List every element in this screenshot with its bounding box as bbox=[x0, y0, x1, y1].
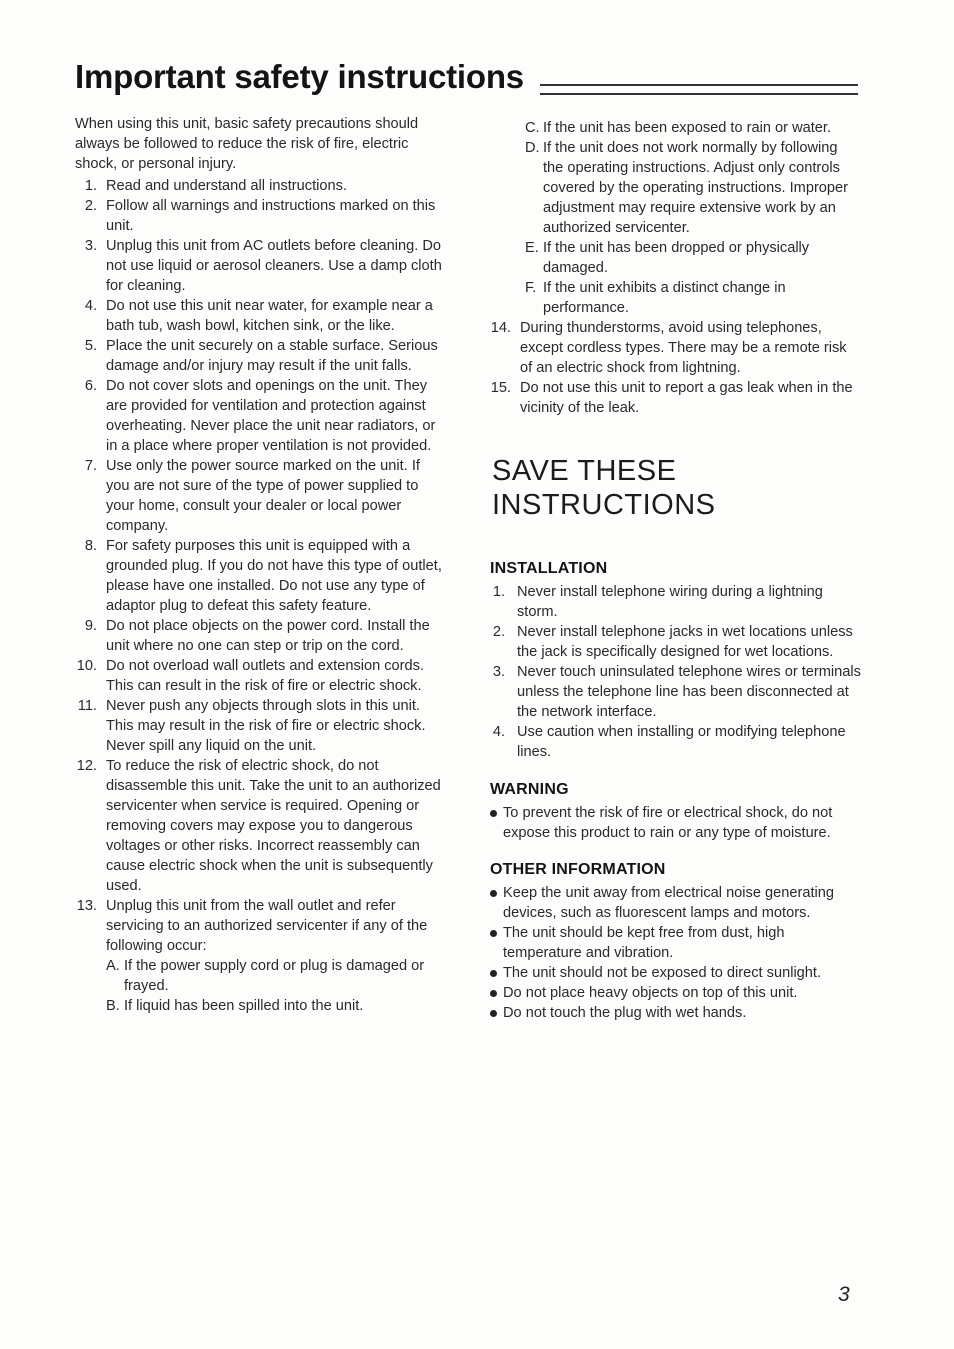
installation-text: Use caution when installing or modifying telephone lines. bbox=[517, 724, 846, 760]
installation-number: 2. bbox=[492, 624, 505, 640]
other-information-text: Do not place heavy objects on top of this unit. bbox=[503, 985, 798, 1001]
other-information-item bbox=[489, 983, 861, 1003]
instruction-item bbox=[75, 376, 447, 456]
title-rule bbox=[540, 84, 858, 95]
page-number: 3 bbox=[838, 1283, 850, 1306]
instruction-text: Do not use this unit near water, for example near a bath tub, wash bowl, kitchen sink, or the like. bbox=[106, 298, 433, 334]
condition-text: If liquid has been spilled into the unit. bbox=[124, 998, 364, 1014]
warning-item bbox=[489, 803, 861, 843]
condition-item bbox=[525, 278, 861, 318]
instruction-text: During thunderstorms, avoid using telephones, except cordless types. There may be a remote risk of an electric shock from lightning. bbox=[520, 320, 847, 376]
condition-text: If the unit exhibits a distinct change in performance. bbox=[543, 280, 786, 316]
instruction-text: For safety purposes this unit is equipped with a grounded plug. If you do not have this type of outlet, please have one installed. Do not use any type of adaptor plug to defeat this safety feature. bbox=[106, 538, 442, 614]
other-information-text: Keep the unit away from electrical noise generating devices, such as fluorescent lamps and motors. bbox=[503, 885, 834, 921]
bullet-icon bbox=[490, 930, 497, 937]
bullet-icon bbox=[490, 970, 497, 977]
instruction-number: 12. bbox=[76, 758, 97, 774]
installation-number: 3. bbox=[492, 664, 505, 680]
save-instructions-heading: SAVE THESE INSTRUCTIONS bbox=[492, 455, 716, 521]
instruction-number: 10. bbox=[76, 658, 97, 674]
instruction-number: 7. bbox=[84, 458, 97, 474]
instruction-number: 11. bbox=[77, 698, 97, 714]
installation-text: Never install telephone wiring during a lightning storm. bbox=[517, 584, 823, 620]
other-information-item bbox=[489, 963, 861, 983]
right-column bbox=[489, 118, 861, 1023]
instruction-text: Do not place objects on the power cord. Install the unit where no one can step or trip on the cord. bbox=[106, 618, 430, 654]
instruction-item bbox=[75, 536, 447, 616]
instruction-number: 6. bbox=[84, 378, 97, 394]
instruction-text: Place the unit securely on a stable surface. Serious damage and/or injury may result if the unit falls. bbox=[106, 338, 438, 374]
instruction-number: 9. bbox=[84, 618, 97, 634]
instruction-text: Unplug this unit from AC outlets before cleaning. Do not use liquid or aerosol cleaners. Use a damp cloth for cleaning. bbox=[106, 238, 442, 294]
instruction-text: Use only the power source marked on the unit. If you are not sure of the type of power supplied to your home, consult your dealer or local power company. bbox=[106, 458, 420, 534]
instruction-text: Read and understand all instructions. bbox=[106, 178, 347, 194]
instruction-item bbox=[75, 196, 447, 236]
other-information-heading: OTHER INFORMATION bbox=[490, 861, 666, 878]
installation-number: 1. bbox=[492, 584, 505, 600]
condition-letter: F. bbox=[525, 280, 537, 296]
instruction-item bbox=[75, 336, 447, 376]
condition-letter: D. bbox=[525, 140, 540, 156]
installation-text: Never install telephone jacks in wet locations unless the jack is specifically designed for wet locations. bbox=[517, 624, 853, 660]
instruction-number: 2. bbox=[84, 198, 97, 214]
other-information-text: Do not touch the plug with wet hands. bbox=[503, 1005, 747, 1021]
instruction-text: Never push any objects through slots in this unit. This may result in the risk of fire or electric shock. Never spill any liquid on the unit. bbox=[106, 698, 426, 754]
other-information-text: The unit should not be exposed to direct sunlight. bbox=[503, 965, 822, 981]
instruction-number: 4. bbox=[84, 298, 97, 314]
instruction-item bbox=[75, 176, 447, 196]
instruction-number: 5. bbox=[84, 338, 97, 354]
bullet-icon bbox=[490, 890, 497, 897]
page-title: Important safety instructions bbox=[75, 58, 524, 95]
instruction-number: 14. bbox=[490, 320, 511, 336]
instruction-item bbox=[75, 616, 447, 656]
instruction-item bbox=[75, 696, 447, 756]
condition-item bbox=[525, 238, 861, 278]
left-column bbox=[75, 114, 447, 1016]
installation-item bbox=[489, 622, 861, 662]
condition-letter: C. bbox=[525, 120, 540, 136]
instruction-item bbox=[75, 456, 447, 536]
installation-item bbox=[489, 662, 861, 722]
intro-text: When using this unit, basic safety precautions should always be followed to reduce the risk of fire, electric shock, or personal injury. bbox=[75, 116, 419, 172]
instruction-text: Do not cover slots and openings on the unit. They are provided for ventilation and protection against overheating. Never place the unit near radiators, or in a place where proper ventilation is not provided. bbox=[106, 378, 436, 454]
instruction-number: 1. bbox=[84, 178, 97, 194]
instruction-text: To reduce the risk of electric shock, do not disassemble this unit. Take the unit to an authorized servicenter when service is required. Opening or removing covers may expose you to dangerous voltages or other risks. Incorrect reassembly can cause electric shock when the unit is subsequently used. bbox=[106, 758, 441, 894]
installation-text: Never touch uninsulated telephone wires or terminals unless the telephone line has been disconnected at the network interface. bbox=[517, 664, 861, 720]
instruction-item bbox=[75, 896, 447, 1016]
instruction-number: 15. bbox=[490, 380, 511, 396]
condition-letter: E. bbox=[525, 240, 539, 256]
condition-text: If the unit does not work normally by following the operating instructions. Adjust only controls covered by the operating instructions. Improper adjustment may require extensive work by an authorized servicenter. bbox=[543, 140, 849, 236]
other-information-item bbox=[489, 1003, 861, 1023]
warning-heading: WARNING bbox=[490, 781, 569, 798]
instruction-text: Follow all warnings and instructions marked on this unit. bbox=[106, 198, 436, 234]
condition-item bbox=[106, 996, 447, 1016]
condition-text: If the power supply cord or plug is damaged or frayed. bbox=[124, 958, 425, 994]
instruction-item bbox=[75, 236, 447, 296]
condition-list-continued bbox=[489, 118, 861, 318]
instruction-item bbox=[75, 296, 447, 336]
condition-text: If the unit has been dropped or physically damaged. bbox=[543, 240, 810, 276]
other-information-item bbox=[489, 923, 861, 963]
warning-text: To prevent the risk of fire or electrical shock, do not expose this product to rain or any type of moisture. bbox=[503, 805, 833, 841]
instruction-number: 13. bbox=[76, 898, 97, 914]
instruction-item bbox=[489, 378, 861, 418]
instruction-text: Do not use this unit to report a gas leak when in the vicinity of the leak. bbox=[520, 380, 853, 416]
instruction-item bbox=[489, 318, 861, 378]
condition-letter: A. bbox=[106, 958, 120, 974]
bullet-icon bbox=[490, 1010, 497, 1017]
other-information-item bbox=[489, 883, 861, 923]
instruction-text: Unplug this unit from the wall outlet and refer servicing to an authorized servicenter if any of the following occur: bbox=[106, 898, 428, 954]
condition-letter: B. bbox=[106, 998, 120, 1014]
instruction-item bbox=[75, 756, 447, 896]
instruction-number: 8. bbox=[84, 538, 97, 554]
condition-item bbox=[525, 138, 861, 238]
installation-item bbox=[489, 582, 861, 622]
condition-item bbox=[525, 118, 861, 138]
instruction-text: Do not overload wall outlets and extension cords. This can result in the risk of fire or electric shock. bbox=[106, 658, 425, 694]
installation-number: 4. bbox=[492, 724, 505, 740]
condition-text: If the unit has been exposed to rain or water. bbox=[543, 120, 832, 136]
instruction-item bbox=[75, 656, 447, 696]
installation-item bbox=[489, 722, 861, 762]
bullet-icon bbox=[490, 990, 497, 997]
instruction-number: 3. bbox=[84, 238, 97, 254]
installation-heading: INSTALLATION bbox=[490, 560, 608, 577]
other-information-text: The unit should be kept free from dust, high temperature and vibration. bbox=[503, 925, 785, 961]
bullet-icon bbox=[490, 810, 497, 817]
condition-item bbox=[106, 956, 447, 996]
